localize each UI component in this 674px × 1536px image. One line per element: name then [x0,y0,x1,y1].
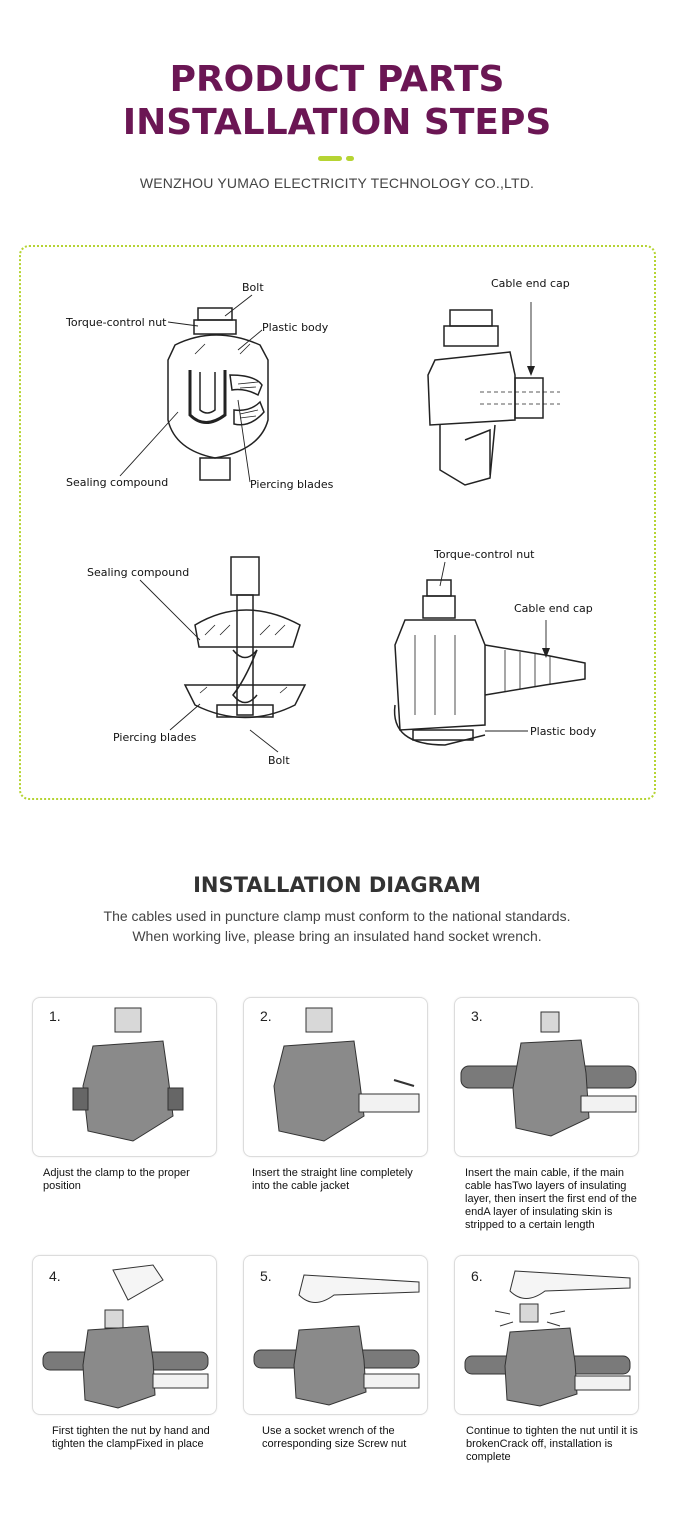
label-sealing-3: Sealing compound [87,566,190,579]
step-illustration-2 [264,1006,424,1146]
step-number-1: 1. [49,1008,61,1024]
label-torque-nut-4: Torque-control nut [434,548,535,561]
step-illustration-5 [254,1270,429,1410]
step-caption-2: Insert the straight line completely into the cable jacket [252,1167,413,1192]
step-caption-1: Adjust the clamp to the proper position [43,1167,190,1192]
page-title-line-1: PRODUCT PARTS [169,59,505,100]
step-illustration-6 [465,1266,640,1411]
step-caption-3: Insert the main cable, if the main cable hasTwo layers of insulating layer, then insert the first end of the endA layer of insulating skin is stripped to a certain length [465,1167,637,1231]
step-number-3: 3. [471,1008,483,1024]
installation-note-1: The cables used in puncture clamp must conform to the national standards. [103,908,571,924]
step-number-4: 4. [49,1268,61,1284]
installation-note-2: When working live, please bring an insulated hand socket wrench. [132,928,542,944]
label-cable-cap-4: Cable end cap [514,602,593,615]
step-card-1 [32,997,217,1157]
step-card-2 [243,997,428,1157]
step-number-2: 2. [260,1008,272,1024]
step-caption-6: Continue to tighten the nut until it is brokenCrack off, installation is complete [466,1425,638,1463]
leader-lines-4 [0,0,674,760]
label-plastic-body-4: Plastic body [530,725,597,738]
step-illustration-4 [43,1260,213,1410]
step-illustration-3 [461,1008,636,1148]
label-sealing-1: Sealing compound [66,476,169,489]
installation-title: INSTALLATION DIAGRAM [193,873,481,897]
label-bolt-1: Bolt [242,281,264,294]
step-number-6: 6. [471,1268,483,1284]
company-name: WENZHOU YUMAO ELECTRICITY TECHNOLOGY CO.,LTD. [139,175,535,191]
step-card-6 [454,1255,639,1415]
label-cable-cap-2: Cable end cap [491,277,570,290]
page-title-line-2: INSTALLATION STEPS [122,102,552,143]
label-torque-nut-1: Torque-control nut [66,316,167,329]
step-caption-4: First tighten the nut by hand and tighten the clampFixed in place [52,1425,210,1450]
step-card-4 [32,1255,217,1415]
label-plastic-body-1: Plastic body [262,321,329,334]
step-card-5 [243,1255,428,1415]
step-card-3 [454,997,639,1157]
label-blades-1: Piercing blades [250,478,334,491]
label-blades-3: Piercing blades [113,731,197,744]
step-illustration-1 [73,1006,183,1146]
label-bolt-3: Bolt [268,754,290,767]
step-caption-5: Use a socket wrench of the corresponding size Screw nut [262,1425,407,1450]
step-number-5: 5. [260,1268,272,1284]
